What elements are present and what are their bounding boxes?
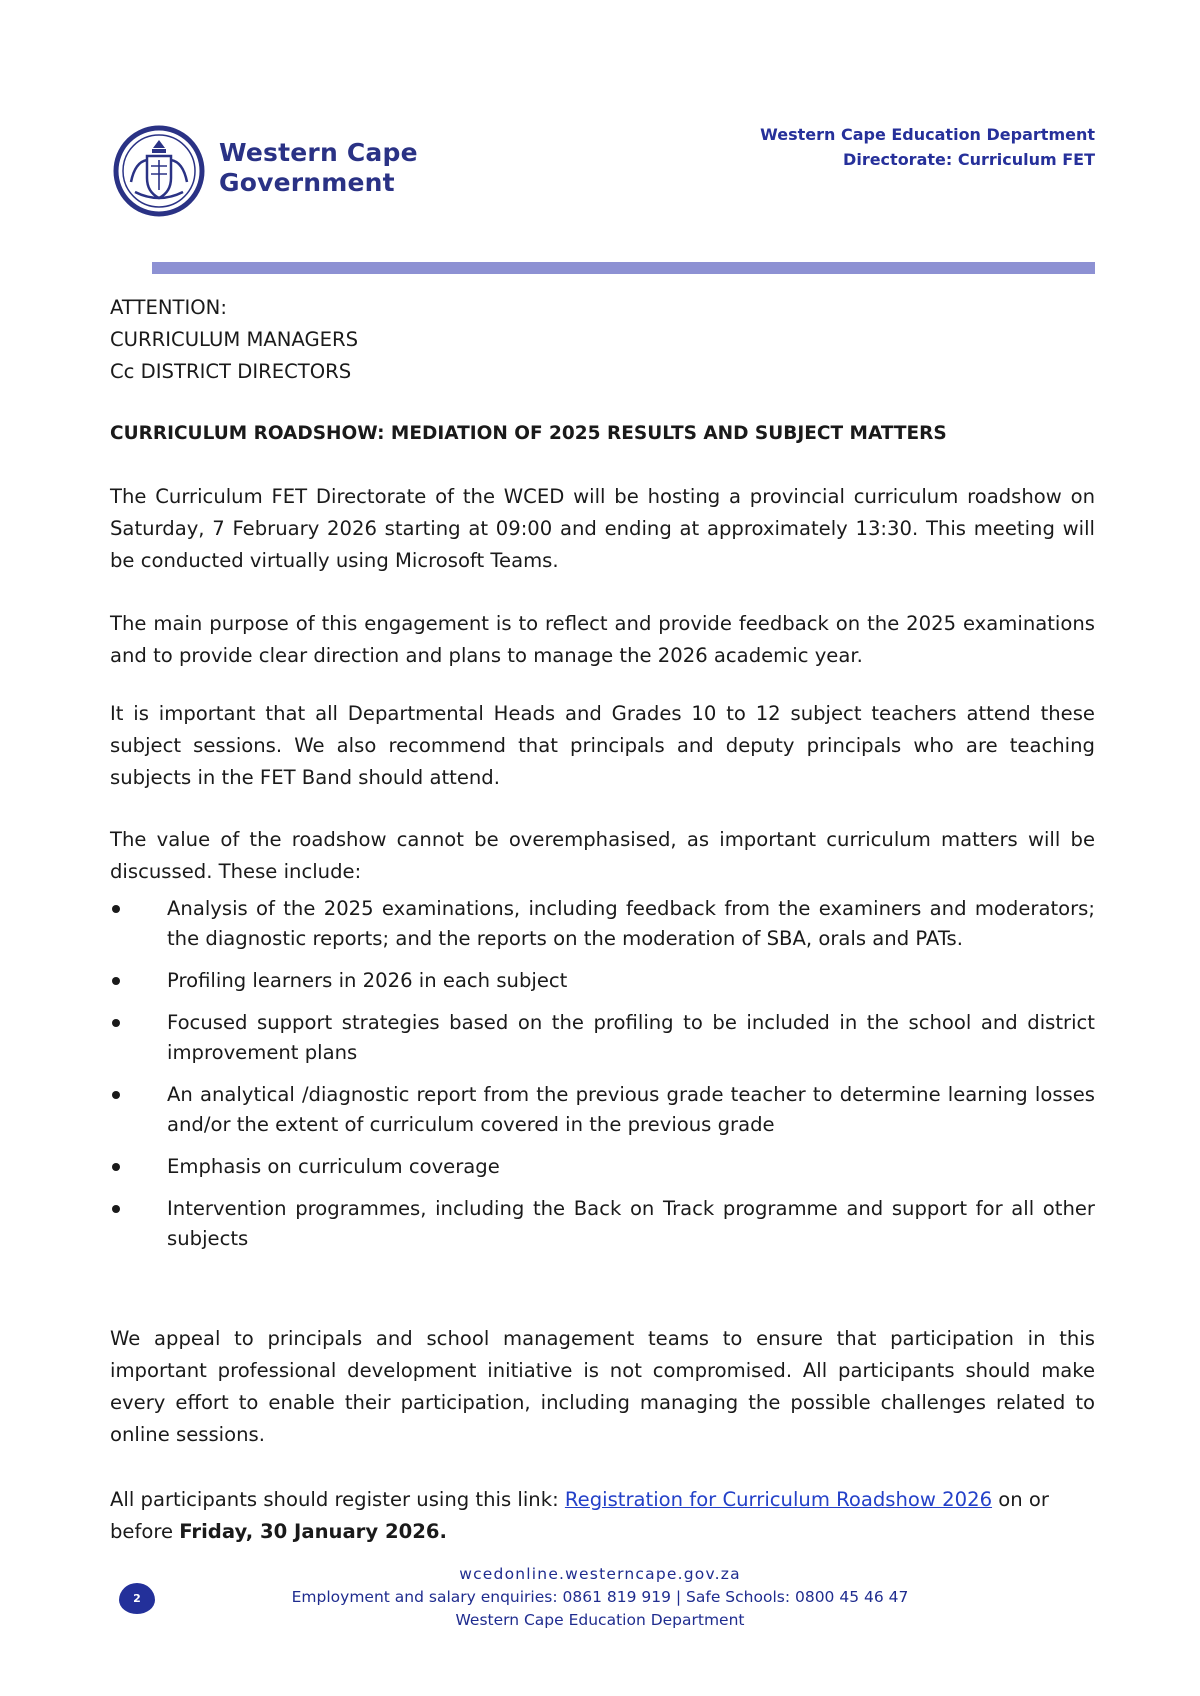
discussion-topics-list bbox=[110, 894, 1095, 1254]
bullet-icon bbox=[112, 1019, 120, 1027]
header-divider bbox=[152, 262, 1095, 274]
attention-block bbox=[110, 292, 1095, 388]
bullet-icon bbox=[112, 905, 120, 913]
bullet-icon bbox=[112, 1163, 120, 1171]
page-number-badge: 2 bbox=[119, 1583, 155, 1614]
subject-heading: CURRICULUM ROADSHOW: MEDIATION OF 2025 RESULTS AND SUBJECT MATTERS bbox=[110, 423, 947, 444]
department-heading bbox=[760, 122, 1095, 172]
paragraph-matters-intro: The value of the roadshow cannot be overemphasised, as important curriculum matters will be discussed. These include: bbox=[110, 828, 1095, 883]
logo-wordmark bbox=[219, 138, 418, 198]
list-item: Profiling learners in 2026 in each subject bbox=[110, 966, 1095, 996]
paragraph-roadshow-announcement: The Curriculum FET Directorate of the WCED will be hosting a provincial curriculum roadshow on Saturday, 7 February 2026 starting at 09:00 and ending at approximately 13:30. This meeting will be conducted virtually using Microsoft Teams. bbox=[110, 485, 1095, 572]
attention-cc: Cc DISTRICT DIRECTORS bbox=[110, 360, 352, 383]
bullet-icon bbox=[112, 977, 120, 985]
paragraph-attendance: It is important that all Departmental Heads and Grades 10 to 12 subject teachers attend these subject sessions. We also recommend that principals and deputy principals who are teaching subjects in the FET Band should attend. bbox=[110, 702, 1095, 789]
department-name: Western Cape Education Department bbox=[760, 125, 1095, 144]
list-item: An analytical /diagnostic report from the previous grade teacher to determine learning losses and/or the extent of curriculum covered in the previous grade bbox=[110, 1080, 1095, 1140]
footer-enquiries: Employment and salary enquiries: 0861 819 919 | Safe Schools: 0800 45 46 47 bbox=[291, 1588, 909, 1606]
attention-label: ATTENTION: bbox=[110, 296, 227, 319]
logo-line-1: Western Cape bbox=[219, 138, 418, 167]
footer-website: wcedonline.westerncape.gov.za bbox=[459, 1565, 741, 1583]
paragraph-purpose: The main purpose of this engagement is to reflect and provide feedback on the 2025 examinations and to provide clear direction and plans to manage the 2026 academic year. bbox=[110, 612, 1095, 667]
directorate-name: Directorate: Curriculum FET bbox=[843, 150, 1095, 169]
western-cape-government-logo bbox=[113, 122, 433, 222]
registration-link[interactable]: Registration for Curriculum Roadshow 2026 bbox=[564, 1488, 993, 1511]
list-item: Intervention programmes, including the Back on Track programme and support for all other subjects bbox=[110, 1194, 1095, 1254]
registration-deadline: Friday, 30 January 2026 bbox=[179, 1520, 440, 1543]
logo-line-2: Government bbox=[219, 168, 395, 197]
list-item: Focused support strategies based on the profiling to be included in the school and district improvement plans bbox=[110, 1008, 1095, 1068]
attention-recipient: CURRICULUM MANAGERS bbox=[110, 328, 359, 351]
coat-of-arms-icon bbox=[113, 122, 205, 220]
paragraph-registration: All participants should register using this link: Registration for Curriculum Roadshow 2026 on or before Friday, 30 January 2026. bbox=[110, 1488, 1049, 1543]
page-footer bbox=[0, 1563, 1200, 1632]
list-item: Emphasis on curriculum coverage bbox=[110, 1152, 1095, 1182]
paragraph-appeal: We appeal to principals and school management teams to ensure that participation in this important professional development initiative is not compromised. All participants should make every effort to enable their participation, including managing the possible challenges related to online sessions. bbox=[110, 1327, 1095, 1446]
list-item: Analysis of the 2025 examinations, including feedback from the examiners and moderators; the diagnostic reports; and the reports on the moderation of SBA, orals and PATs. bbox=[110, 894, 1095, 954]
bullet-icon bbox=[112, 1091, 120, 1099]
bullet-icon bbox=[112, 1205, 120, 1213]
footer-department: Western Cape Education Department bbox=[455, 1611, 745, 1629]
